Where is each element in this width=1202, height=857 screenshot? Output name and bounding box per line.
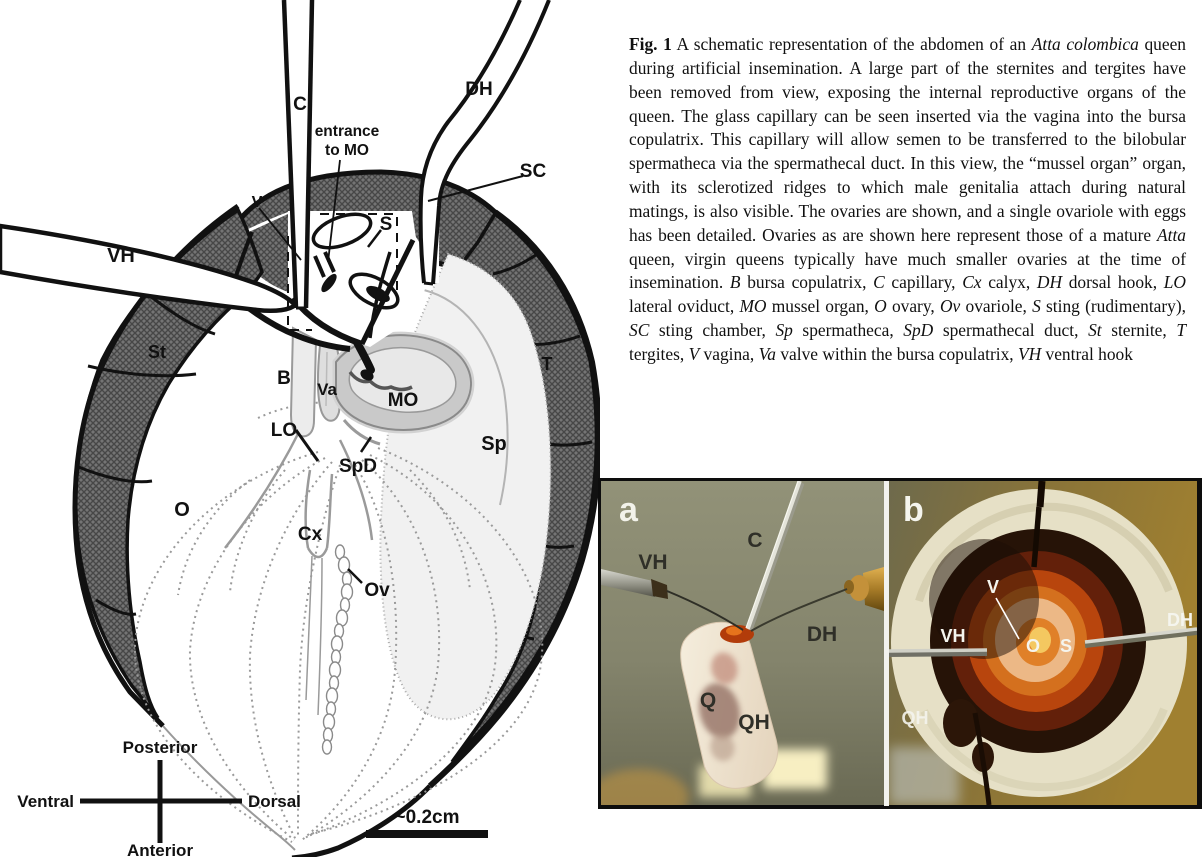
dark-debris — [943, 699, 979, 747]
dh-instrument-knob — [844, 580, 854, 594]
compass-posterior: Posterior — [122, 738, 198, 757]
label-bursa: B — [277, 368, 291, 389]
photo-b-panel-tag: b — [903, 491, 924, 529]
photo-panels — [598, 478, 1202, 809]
photo-b-label-qh: QH — [901, 708, 929, 728]
photo-a-label-q: Q — [699, 689, 717, 712]
schematic-diagram — [0, 0, 600, 857]
photo-b-label-dh: DH — [1167, 610, 1193, 630]
photo-b-label-s: S — [1059, 636, 1073, 656]
label-valve: Va — [317, 380, 337, 399]
label-dorsal-hook: DH — [465, 79, 493, 100]
label-ovary: O — [174, 499, 190, 521]
photo-a-panel-tag: a — [619, 491, 638, 529]
photo-b-label-o: O — [1025, 636, 1041, 656]
label-entrance-line2: to MO — [325, 142, 369, 159]
ovariole-egg-chain — [323, 545, 353, 754]
vh-wire-shadow — [889, 653, 987, 654]
figure-caption: Fig. 1 A schematic representation of the abdomen of an Atta colombica queen during artificial insemination. A large part of the sternites and tergites have been removed from view, exposing the internal reproductive organs of the queen. The glass capillary can be seen inserted via the vagina into the bursa copulatrix. This capillary will allow semen to be transferred to the bilobular spermatheca via the spermathecal duct. In this view, the “mussel organ” organ, with its sclerotized ridges to which male genitalia attach during natural matings, is also visible. The ovaries are shown, and a single ovariole with eggs has been detailed. Ovaries as are shown here represent those of a mature Atta queen, virgin queens typically have much smaller ovaries at the time of insemination. B bursa copulatrix, C capillary, Cx calyx, DH dorsal hook, LO lateral oviduct, MO mussel organ, O ovary, Ov ovariole, S sting (rudimentary), SC sting chamber, Sp spermatheca, SpD spermathecal duct, St sternite, T tergites, V vagina, Va valve within the bursa copulatrix, VH ventral hook — [629, 34, 1186, 364]
orientation-compass — [17, 738, 301, 857]
photo-b-label-v: V — [986, 577, 1000, 597]
label-mussel-organ: MO — [387, 390, 419, 411]
label-ventral-hook: VH — [107, 245, 135, 267]
label-sting: S — [379, 214, 393, 235]
label-ovariole: Ov — [364, 580, 390, 601]
label-capillary: C — [293, 94, 307, 115]
label-spermathecal-duct: SpD — [339, 456, 377, 477]
photo-panel-b — [889, 481, 1197, 805]
compass-dorsal: Dorsal — [248, 792, 301, 811]
label-calyx: Cx — [297, 524, 323, 545]
label-vagina: V — [251, 194, 263, 211]
compass-ventral: Ventral — [17, 792, 74, 811]
top-wire — [1040, 481, 1042, 507]
label-sting-chamber: SC — [519, 161, 547, 182]
label-spermatheca: Sp — [481, 433, 507, 455]
label-sternite: St — [148, 342, 166, 362]
label-lateral-oviduct: LO — [270, 420, 298, 441]
photo-b-label-vh: VH — [940, 626, 966, 646]
photo-a-label-c: C — [747, 529, 763, 552]
label-entrance-line1: entrance — [314, 123, 380, 140]
photo-panel-a — [601, 481, 884, 805]
photo-a-label-vh: VH — [638, 551, 668, 574]
vh-wire-photo-b — [889, 650, 987, 651]
photo-a-label-dh: DH — [806, 623, 838, 646]
scale-bar-label: ~0.2cm — [394, 807, 460, 828]
photo-a-label-qh: QH — [738, 711, 770, 734]
compass-anterior: Anterior — [126, 841, 194, 857]
label-tergites: T — [541, 354, 553, 374]
